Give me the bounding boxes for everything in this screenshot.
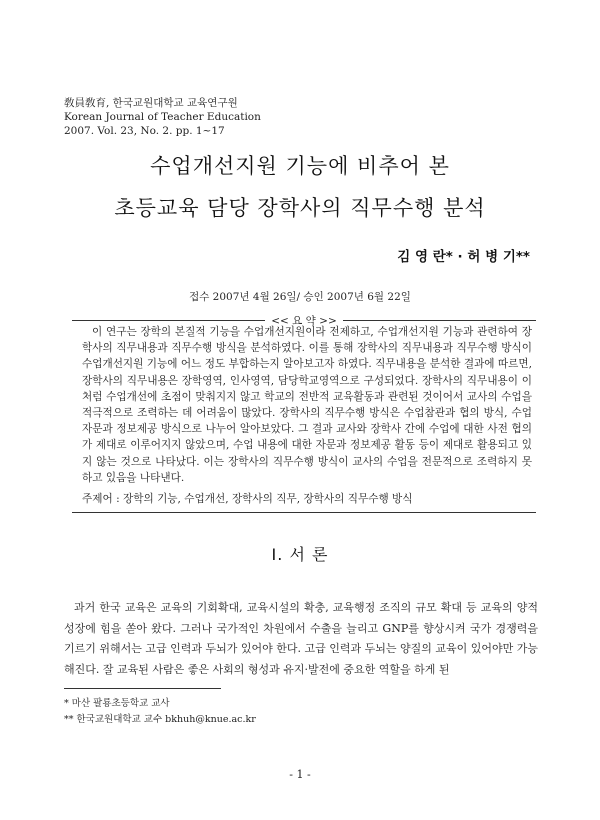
paper-title-line-1: 수업개선지원 기능에 비추어 본	[150, 154, 450, 178]
authors: 김 영 란* · 허 병 기**	[397, 249, 530, 265]
paper-title-line-2: 초등교육 담당 장학사의 직무수행 분석	[114, 196, 486, 220]
keywords: 주제어 : 장학의 기능, 수업개선, 장학사의 직무, 장학사의 직무수행 방식	[82, 493, 413, 505]
abstract-heading: << 요 약 >>	[271, 315, 337, 327]
section-heading: Ⅰ. 서 론	[271, 545, 329, 564]
journal-name-english: Korean Journal of Teacher Education	[64, 111, 261, 123]
footnote-divider	[64, 688, 221, 689]
submission-dates: 접수 2007년 4월 26일/ 승인 2007년 6월 22일	[189, 291, 411, 303]
journal-info	[64, 96, 261, 138]
footnote-2: ** 한국교원대학교 교수 bkhuh@knue.ac.kr	[64, 714, 256, 725]
divider	[72, 320, 265, 321]
page-number: - 1 -	[289, 768, 311, 781]
footnote-1: * 마산 팔룡초등학교 교사	[64, 698, 170, 709]
body-paragraph: 과거 한국 교육은 교육의 기회확대, 교육시설의 확충, 교육행정 조직의 규모 확대 등 교육의 양적 성장에 힘을 쏟아 왔다. 그러나 국가적인 차원에서 수출을 늘리고 GNP를 향상시켜 국가 경쟁력을 기르기 위해서는 고급 인력과 두뇌가 있어야 한다. 고급 인력과 두뇌는 양질의 교육이 있어야만 가능해진다. 잘 교육된 사람은 좋은 사회의 형성과 유지·발전에 중요한 역할을 하게 된	[64, 601, 538, 676]
divider	[343, 320, 536, 321]
abstract-text: 이 연구는 장학의 본질적 기능을 수업개선지원이라 전제하고, 수업개선지원 기능과 관련하여 장학사의 직무내용과 직무수행 방식을 분석하였다. 이를 통해 장학사의 직무내용과 직무수행 방식이 수업개선지원 기능에 어느 정도 부합하는지 알아보고자 하였다. 직무내용을 분석한 결과에 따르면, 장학사의 직무내용은 장학영역, 인사영역, 담당학교영역으로 구성되었다. 장학사의 직무내용이 이처럼 수업개선에 초점이 맞춰지지 않고 학교의 전반적 교육활동과 관련된 것이어서 교사의 수업을 적극적으로 조력하는 데 어려움이 많았다. 장학사의 직무수행 방식은 수업참관과 협의 방식, 수업자문과 정보제공 방식으로 나누어 알아보았다. 그 결과 교사와 장학사 간에 수업에 대한 사전 협의가 제대로 이루어지지 않았으며, 수업 내용에 대한 자문과 정보제공 활동 등이 제대로 활용되고 있지 않는 것으로 나타났다. 이는 장학사의 직무수행 방식이 교사의 수업을 전문적으로 조력하지 못하고 있음을 나타낸다.	[82, 326, 532, 484]
journal-volume: 2007. Vol. 23, No. 2. pp. 1~17	[64, 125, 225, 137]
journal-name-korean: 敎員敎育, 한국교원대학교 교육연구원	[64, 97, 238, 109]
divider	[72, 512, 536, 513]
